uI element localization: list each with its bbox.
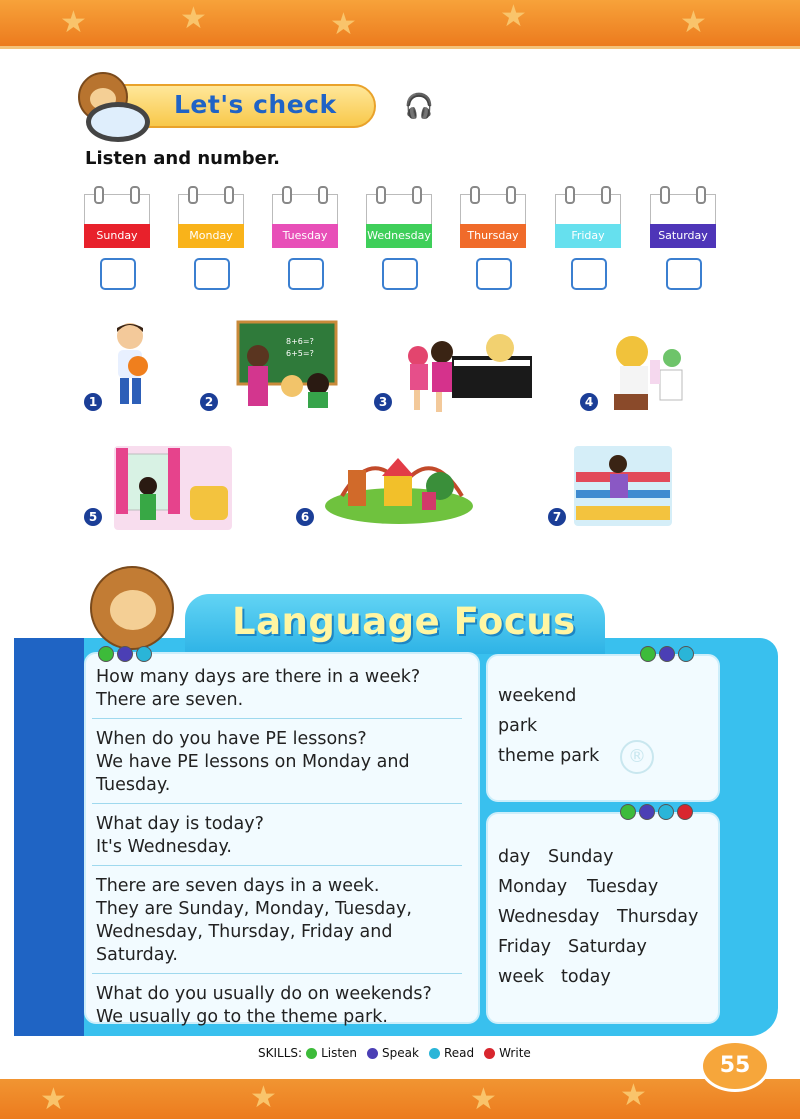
picture-number: 6 bbox=[296, 508, 314, 526]
sentence-line: When do you have PE lessons? bbox=[96, 729, 367, 749]
calendar-sunday bbox=[84, 186, 150, 250]
picture-number: 2 bbox=[200, 393, 218, 411]
write-dot-icon bbox=[484, 1048, 495, 1059]
answer-box[interactable] bbox=[194, 258, 230, 290]
vocab-word: Thursday bbox=[617, 907, 699, 927]
registered-mark: ® bbox=[620, 740, 654, 774]
sentence-line: They are Sunday, Monday, Tuesday, bbox=[96, 899, 412, 919]
day-label: Wednesday bbox=[366, 224, 432, 248]
top-banner bbox=[0, 0, 800, 49]
day-label: Sunday bbox=[84, 224, 150, 248]
answer-box[interactable] bbox=[288, 258, 324, 290]
answer-box[interactable] bbox=[100, 258, 136, 290]
skill-label: Read bbox=[443, 1046, 475, 1060]
star-icon: ★ bbox=[40, 1082, 67, 1117]
living-room-girl-icon bbox=[114, 446, 232, 530]
picture-number: 5 bbox=[84, 508, 102, 526]
star-icon: ★ bbox=[60, 5, 87, 40]
star-icon: ★ bbox=[180, 1, 207, 36]
piano-lesson-icon bbox=[402, 330, 536, 414]
calendar-friday bbox=[555, 186, 621, 250]
sentence-line: Saturday. bbox=[96, 945, 178, 965]
vocab-word: Friday bbox=[498, 937, 552, 957]
calendar-tuesday bbox=[272, 186, 338, 250]
answer-box[interactable] bbox=[476, 258, 512, 290]
star-icon: ★ bbox=[680, 5, 707, 40]
vocab-word: day bbox=[498, 847, 531, 867]
page-number: 55 bbox=[700, 1040, 770, 1092]
day-label: Tuesday bbox=[272, 224, 338, 248]
star-icon: ★ bbox=[500, 0, 527, 34]
bottom-banner bbox=[0, 1079, 800, 1119]
sentence-line: Wednesday, Thursday, Friday and bbox=[96, 922, 393, 942]
vocab-word: weekend bbox=[498, 686, 577, 706]
answer-box[interactable] bbox=[666, 258, 702, 290]
skills-label: SKILLS: bbox=[258, 1046, 303, 1060]
answer-box[interactable] bbox=[382, 258, 418, 290]
sentence-line: It's Wednesday. bbox=[96, 837, 232, 857]
skill-dots bbox=[98, 646, 152, 662]
sentence-line: There are seven days in a week. bbox=[96, 876, 380, 896]
svg-text:8+6=?: 8+6=? bbox=[286, 337, 314, 346]
day-label: Thursday bbox=[460, 224, 526, 248]
instruction: Listen and number. bbox=[85, 148, 280, 169]
divider bbox=[92, 803, 462, 804]
sentence-line: We usually go to the theme park. bbox=[96, 1007, 388, 1027]
lets-check-header bbox=[78, 70, 434, 140]
vocab-word: theme park bbox=[498, 746, 600, 766]
vocab-word: Saturday bbox=[568, 937, 647, 957]
science-class-icon bbox=[606, 330, 690, 414]
star-icon: ★ bbox=[330, 7, 357, 42]
day-label: Saturday bbox=[650, 224, 716, 248]
theme-park-icon bbox=[322, 446, 476, 530]
star-icon: ★ bbox=[620, 1078, 647, 1113]
sentence-line: There are seven. bbox=[96, 690, 244, 710]
boy-with-ball-icon bbox=[104, 320, 156, 412]
skill-label: Speak bbox=[382, 1046, 419, 1060]
calendar-wednesday bbox=[366, 186, 432, 250]
skills-legend bbox=[258, 1046, 531, 1060]
picture-number: 1 bbox=[84, 393, 102, 411]
vocab-word: today bbox=[561, 967, 611, 987]
divider bbox=[92, 865, 462, 866]
vocab-word: Tuesday bbox=[587, 877, 659, 897]
listen-dot-icon bbox=[306, 1048, 317, 1059]
sentence-line: What do you usually do on weekends? bbox=[96, 984, 432, 1004]
skill-label: Write bbox=[499, 1046, 531, 1060]
girl-art-room-icon bbox=[574, 446, 672, 526]
sentence-line: We have PE lessons on Monday and bbox=[96, 752, 410, 772]
calendar-thursday bbox=[460, 186, 526, 250]
picture-number: 4 bbox=[580, 393, 598, 411]
divider bbox=[92, 718, 462, 719]
vocab-word: Monday bbox=[498, 877, 568, 897]
speak-dot-icon bbox=[367, 1048, 378, 1059]
sentence-line: What day is today? bbox=[96, 814, 264, 834]
picture-number: 7 bbox=[548, 508, 566, 526]
skill-label: Listen bbox=[321, 1046, 358, 1060]
monkey-phone-icon bbox=[90, 566, 174, 650]
vocab-word: Sunday bbox=[548, 847, 614, 867]
answer-box[interactable] bbox=[571, 258, 607, 290]
language-focus-title: Language Focus bbox=[232, 600, 576, 643]
star-icon: ★ bbox=[470, 1082, 497, 1117]
picture-number: 3 bbox=[374, 393, 392, 411]
skill-dots bbox=[620, 804, 693, 820]
calendar-monday bbox=[178, 186, 244, 250]
vocab-word: park bbox=[498, 716, 538, 736]
section-title: Let's check bbox=[174, 90, 337, 119]
vocab-word: Wednesday bbox=[498, 907, 600, 927]
magnifying-glass-icon bbox=[86, 102, 150, 142]
read-dot-icon bbox=[429, 1048, 440, 1059]
skill-dots bbox=[640, 646, 694, 662]
star-icon: ★ bbox=[250, 1080, 277, 1115]
sentence-line: Tuesday. bbox=[96, 775, 171, 795]
headphones-icon: 🎧 bbox=[404, 92, 434, 120]
divider bbox=[92, 973, 462, 974]
classroom-blackboard-icon bbox=[234, 320, 338, 410]
day-label: Monday bbox=[178, 224, 244, 248]
sentence-line: How many days are there in a week? bbox=[96, 667, 421, 687]
calendar-saturday bbox=[650, 186, 716, 250]
day-label: Friday bbox=[555, 224, 621, 248]
vocab-word: week bbox=[498, 967, 544, 987]
svg-text:6+5=?: 6+5=? bbox=[286, 349, 314, 358]
